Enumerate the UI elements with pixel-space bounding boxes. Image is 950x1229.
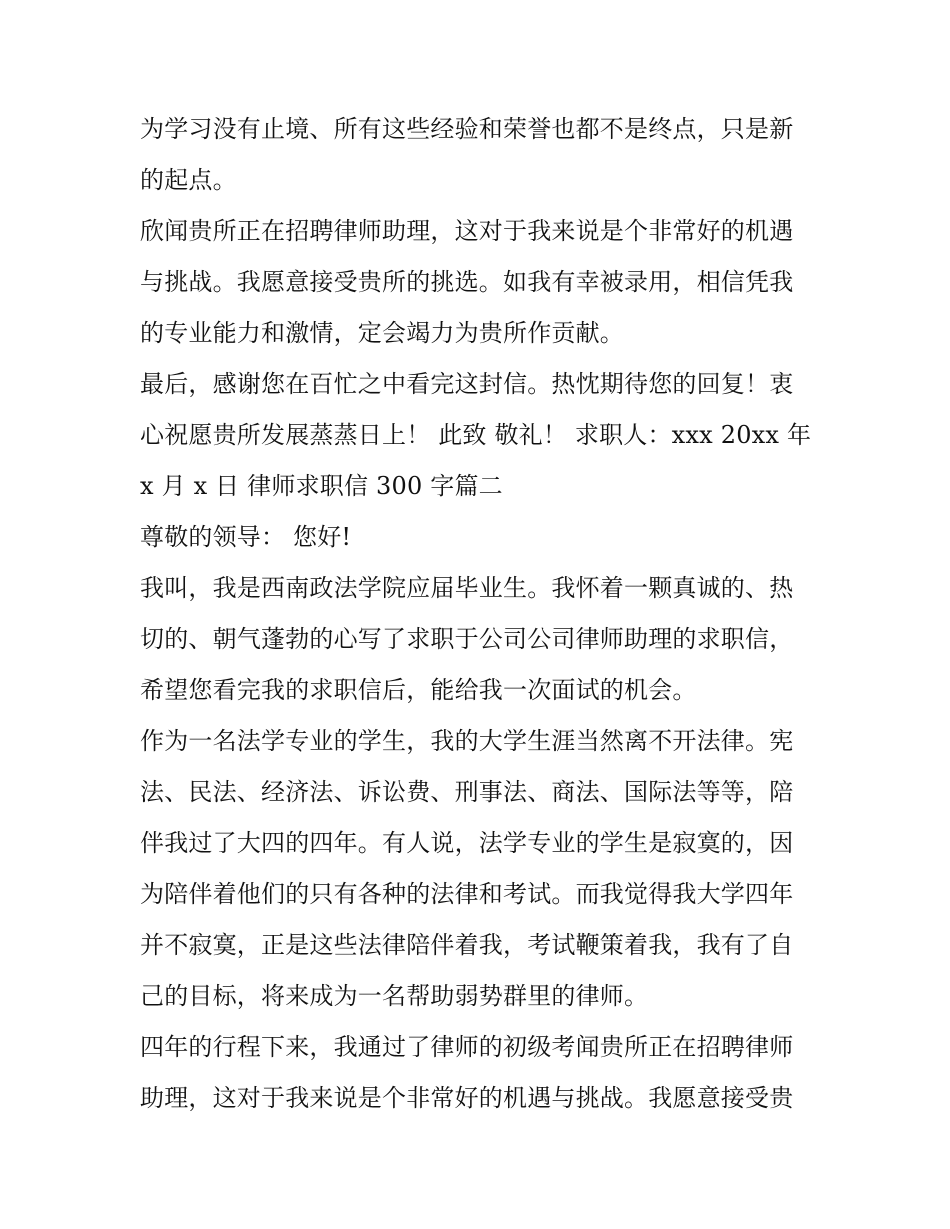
- text-line: 欣闻贵所正在招聘律师助理，这对于我来说是个非常好的机遇: [140, 217, 794, 245]
- text-line: 希望您看完我的求职信后，能给我一次面试的机会。: [140, 676, 697, 704]
- text-line: 与挑战。我愿意接受贵所的挑选。如我有幸被录用，相信凭我: [140, 268, 794, 296]
- text-line: 四年的行程下来，我通过了律师的初级考闻贵所正在招聘律师: [140, 1033, 794, 1061]
- text-line: 切的、朝气蓬勃的心写了求职于公司公司律师助理的求职信，: [140, 625, 794, 653]
- text-line: 己的目标，将来成为一名帮助弱势群里的律师。: [140, 982, 649, 1010]
- text-line: 为陪伴着他们的只有各种的法律和考试。而我觉得我大学四年: [140, 880, 794, 908]
- text-line: 我叫，我是西南政法学院应届毕业生。我怀着一颗真诚的、热: [140, 574, 794, 602]
- text-line: 最后，感谢您在百忙之中看完这封信。热忱期待您的回复！衷: [140, 370, 794, 398]
- text-line: 心祝愿贵所发展蒸蒸日上！ 此致 敬礼！ 求职人：xxx 20xx 年: [140, 421, 812, 449]
- text-line: 作为一名法学专业的学生，我的大学生涯当然离不开法律。宪: [140, 727, 794, 755]
- text-line: 助理，这对于我来说是个非常好的机遇与挑战。我愿意接受贵: [140, 1084, 794, 1112]
- text-line: 并不寂寞，正是这些法律陪伴着我，考试鞭策着我，我有了自: [140, 931, 794, 959]
- text-line: 伴我过了大四的四年。有人说，法学专业的学生是寂寞的，因: [140, 829, 794, 857]
- text-line: 的专业能力和激情，定会竭力为贵所作贡献。: [140, 319, 624, 347]
- text-line: 的起点。: [140, 166, 237, 194]
- text-line: 为学习没有止境、所有这些经验和荣誉也都不是终点，只是新: [140, 115, 794, 143]
- text-line: 法、民法、经济法、诉讼费、刑事法、商法、国际法等等，陪: [140, 778, 794, 806]
- text-line: x 月 x 日 律师求职信 300 字篇二: [140, 472, 503, 500]
- document-body: [140, 104, 820, 1124]
- text-line: 尊敬的领导： 您好!: [140, 523, 352, 551]
